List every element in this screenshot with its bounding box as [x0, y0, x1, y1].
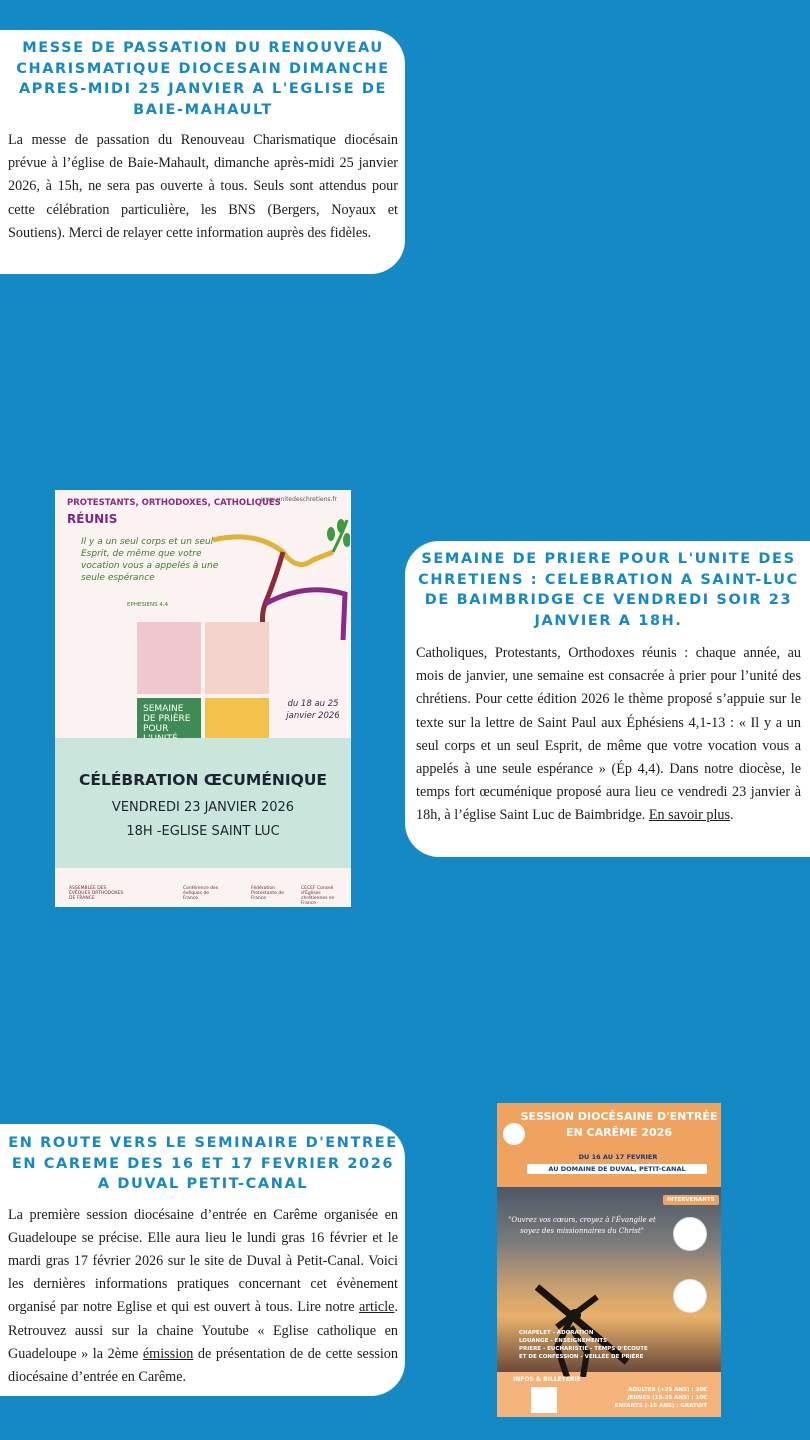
tile-rose	[205, 622, 269, 694]
article-card-unity-week	[405, 541, 810, 857]
poster-place-line: 18H -EGLISE SAINT LUC	[126, 824, 280, 839]
article-body-tail: .	[730, 807, 734, 824]
poster-dates: du 18 au 25 janvier 2026	[286, 699, 340, 721]
activity-line: ET DE CONFESSION - VEILLÉE DE PRIÈRE	[519, 1354, 644, 1360]
poster-url: www.unitedeschretiens.fr	[260, 496, 337, 503]
poster-prices	[615, 1386, 707, 1410]
poster-quote: "Ouvrez vos cœurs, croyez à l'Évangile et soyez des missionnaires du Christ"	[508, 1216, 656, 1235]
qr-code-icon[interactable]	[531, 1387, 557, 1413]
tile-title: SEMAINE DE PRIÈRE POUR	[137, 698, 201, 770]
poster-quote: Il y a un seul corps et un seul Esprit, de même que votre vocation vous a appelés à une seule espérance	[81, 537, 219, 583]
logo-aeof: ASSEMBLÉE DES ÉVÊQUES ORTHODOXES DE FRANCE	[69, 886, 124, 901]
article-body	[8, 1204, 398, 1390]
activity-line: LOUANGE - ENSEIGNEMENTS	[519, 1338, 608, 1344]
unity-week-poster[interactable]	[55, 490, 351, 907]
poster-top-line: PROTESTANTS, ORTHODOXES, CATHOLIQUES	[67, 498, 281, 508]
activity-line: CHAPELET - ADORATION	[519, 1330, 594, 1336]
activity-line: PRIERE - EUCHARISTIE - TEMPS D'ÉCOUTE	[519, 1346, 648, 1352]
logo-cecef: CECEF Conseil d'Églises chrétiennes en France	[301, 886, 335, 906]
poster-title: SESSION DIOCÉSAINE D'ENTRÉE EN CARÊME 2026	[520, 1110, 718, 1139]
poster-info: INFOS & BILLETERIE	[513, 1376, 581, 1383]
article-card-renouveau	[0, 30, 405, 274]
price-line: JEUNES (15-25 ANS) : 10€	[627, 1395, 707, 1401]
emission-link[interactable]: émission	[142, 1345, 194, 1362]
logo-fpf: Fédération Protestante de France	[251, 886, 284, 901]
poster-date-line: VENDREDI 23 JANVIER 2026	[111, 800, 295, 815]
poster-place: AU DOMAINE DE DUVAL, PETIT-CANAL	[527, 1164, 707, 1174]
poster-band	[55, 738, 351, 868]
article-body	[416, 642, 801, 828]
article-body: La messe de passation du Renouveau Charismatique diocésain prévue à l’église de Baie-Mahault, dimanche après-midi 25 janvier 2026, à 15h, ne sera pas ouverte à tous. Seuls sont attendus pour cette célébration particulière, les BNS (Bergers, Noyaux et Soutiens). Merci de relayer cette information auprès des fidèles.	[8, 132, 398, 241]
article-title: MESSE DE PASSATION DU RENOUVEAU CHARISMATIQUE DIOCESAIN DIMANCHE APRES-MIDI 25 JANVIER A L'EGLISE DE BAIE-MAHAULT	[16, 40, 390, 118]
article-title: SEMAINE DE PRIERE POUR L'UNITE DES CHRETIENS : CELEBRATION A SAINT-LUC DE BAIMBRIDGE CE VENDREDI SOIR 23 JANVIER A 18H.	[418, 551, 799, 629]
article-body-b: . Retrouvez aussi sur la chaine Youtube « Eglise catholique en Guadeloupe » la 2ème	[8, 1299, 398, 1362]
poster-logos	[55, 868, 351, 907]
poster-reunis: RÉUNIS	[67, 512, 118, 526]
speaker-avatar	[673, 1217, 707, 1251]
poster-header	[497, 1103, 721, 1187]
article-card-careme	[0, 1124, 405, 1396]
article-title: EN ROUTE VERS LE SEMINAIRE D'ENTREE EN CAREME DES 16 ET 17 FEVRIER 2026 A DUVAL PETIT-CANAL	[8, 1135, 398, 1192]
poster-headline: CÉLÉBRATION ŒCUMÉNIQUE	[78, 771, 327, 789]
article-body-text: Catholiques, Protestants, Orthodoxes réunis : chaque année, au mois de janvier, une semaine est consacrée à prier pour l’unité des chrétiens. Pour cette édition 2026 le thème proposé s’appuie sur le texte sur la lettre de Saint Paul aux Éphésiens 4,1-13 : « Il y a un seul corps et un seul Esprit, de même que votre vocation vous a appelés à une seule espérance » (Ép 4,4). Dans notre diocèse, le temps fort œcuménique proposé aura lieu ce vendredi 23 janvier à 18h, à l’église Saint Luc de Baimbridge.	[416, 645, 801, 824]
poster-dates: DU 16 AU 17 FEVRIER	[578, 1153, 658, 1161]
tile-pink	[137, 622, 201, 694]
logo-cef: Conférence des évêques de France	[183, 886, 219, 901]
price-line: ADULTES (+25 ANS) : 30€	[628, 1387, 707, 1393]
speaker-avatar	[673, 1279, 707, 1313]
price-line: ENFANTS (-15 ANS) : GRATUIT	[614, 1403, 707, 1409]
intervenants-badge: INTERVENANTS	[663, 1195, 719, 1205]
careme-session-poster[interactable]	[497, 1103, 721, 1417]
article-body-c: de présentation de de cette session diocésaine d’entrée en Carême.	[8, 1345, 398, 1385]
article-link[interactable]: article	[359, 1299, 395, 1316]
poster-activities	[519, 1329, 669, 1361]
learn-more-link[interactable]: En savoir plus	[648, 807, 731, 824]
article-body-a: La première session diocésaine d’entrée en Carême organisée en Guadeloupe se précise. Elle aura lieu le lundi gras 16 février et le mardi gras 17 février 2026 sur le site de Duval à Petit-Canal. Voici les dernières informations pratiques concernant cet évènement organisé par notre Eglise et qui est ouvert à tous. Lire notre	[8, 1206, 398, 1316]
poster-ref: EPHESIENS 4,4	[127, 602, 169, 608]
